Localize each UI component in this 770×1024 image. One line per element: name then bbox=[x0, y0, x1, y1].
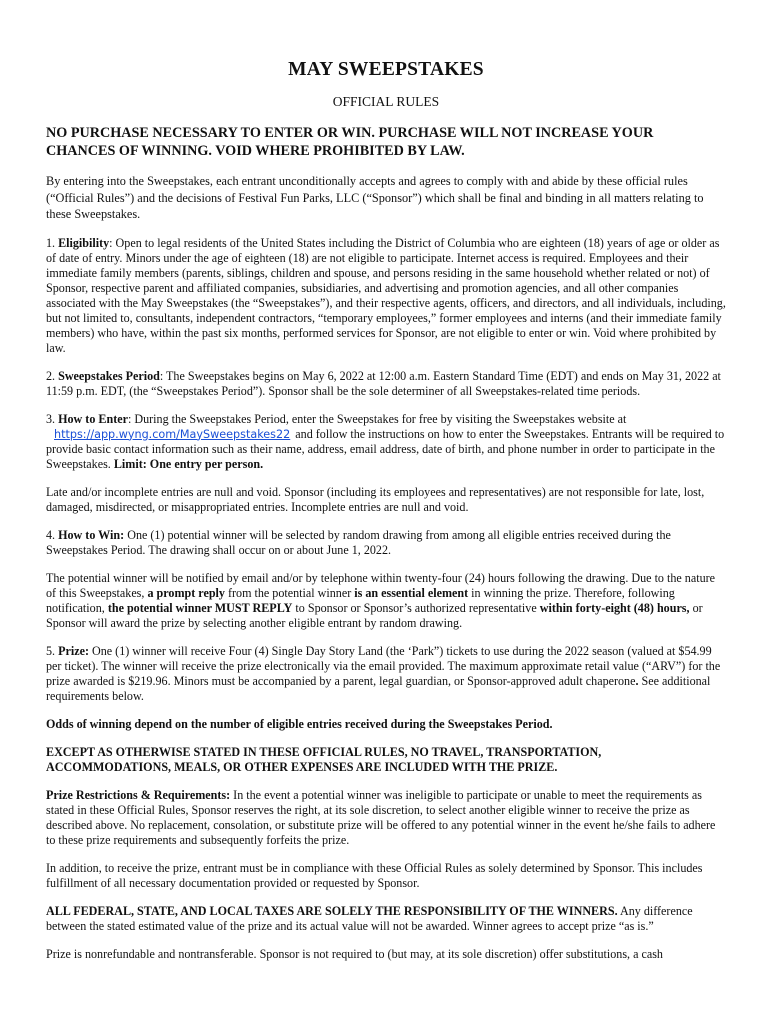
section-text: One (1) potential winner will be selected by random drawing from among all eligible entries received during the Sweepstakes Period. The drawing shall occur on or about June 1, 2022. bbox=[46, 527, 671, 557]
section-number: 5. bbox=[46, 643, 59, 658]
compliance-paragraph: In addition, to receive the prize, entrant must be in compliance with these Official Rules as solely determined by Sponsor. This includes fulfillment of all necessary documentation provided or requested by Sponsor. bbox=[46, 860, 703, 890]
odds-paragraph: Odds of winning depend on the number of eligible entries received during the Sweepstakes Period. bbox=[46, 716, 553, 731]
section-number: 2. bbox=[46, 368, 59, 383]
prize-section: 5. Prize: One (1) winner will receive Four (4) Single Day Story Land (the ‘Park”) tickets to use during the 2022 season (valued at $54.99 per ticket). The winner will receive the prize electronically via the email provided. The maximum approximate retail value (“ARV”) for the prize awarded is $219.96. Minors must be accompanied by a parent, legal guardian, or Sponsor-approved adult chaperone. See additional requirements below. bbox=[46, 643, 721, 703]
late-entries-paragraph: Late and/or incomplete entries are null and void. Sponsor (including its employees and representatives) are not responsible for late, lost, damaged, misdirected, or misappropriated entries. Incomplete entries are null and void. bbox=[46, 484, 705, 514]
section-heading: Prize: bbox=[58, 643, 89, 658]
section-number: 4. bbox=[46, 527, 59, 542]
nontransferable-paragraph: Prize is nonrefundable and nontransferable. Sponsor is not required to (but may, at its sole discretion) offer substitutions, a cash bbox=[46, 946, 663, 961]
section-number: 1. bbox=[46, 235, 59, 250]
section-heading: Eligibility bbox=[58, 235, 110, 250]
prize-restrictions-paragraph bbox=[46, 788, 726, 848]
section-text: : Open to legal residents of the United States including the District of Columbia who are eighteen (18) years of age or older as of date of entry. Minors under the age of eighteen (18) are not eligible to participate. Internet access is required. Employees and their immediate family members (parents, siblings, children and spouse, and persons residing in the same household whether related or not) of Sponsor, respective parent and affiliated companies, subsidiaries, and advertising and promotion agencies, and all other companies associated with the May Sweepstakes (the “Sweepstakes”), and their respective agents, officers, and directors, and all individuals, including, but not limited to, consultants, independent contractors, “temporary employees,” former employees and interns (and their immediate family members) who have, within the past six months, performed services for Sponsor, are not eligible to enter or win. Void where prohibited by law. bbox=[46, 235, 726, 355]
section-text-continued: and follow the instructions on how to enter the Sweepstakes. Entrants will be required to provide basic contact information such as their name, address, email address, date of birth, and phone number in order to participate in the Sweepstakes. bbox=[46, 426, 725, 471]
section-heading: How to Win: bbox=[58, 527, 125, 542]
section-text: : During the Sweepstakes Period, enter the Sweepstakes for free by visiting the Sweepstakes website at bbox=[127, 411, 627, 426]
section-text: One (1) winner will receive Four (4) Single Day Story Land (the ‘Park”) tickets to use during the 2022 season (valued at $54.99 per ticket). The winner will receive the prize electronically via the email provided. The maximum approximate retail value (“ARV”) for the prize awarded is $219.96. Minors must be accompanied by a parent, legal guardian, or Sponsor-approved adult chaperone bbox=[46, 643, 721, 688]
sweepstakes-website-link[interactable]: https://app.wyng.com/MaySweepstakes22 bbox=[54, 427, 291, 441]
entry-limit-text: Limit: One entry per person. bbox=[113, 456, 264, 471]
expenses-paragraph: EXCEPT AS OTHERWISE STATED IN THESE OFFICIAL RULES, NO TRAVEL, TRANSPORTATION, ACCOMMODATIONS, MEALS, OR OTHER EXPENSES ARE INCLUDED WITH THE PRIZE. bbox=[46, 744, 602, 774]
taxes-paragraph bbox=[46, 904, 726, 934]
section-number: 3. bbox=[46, 411, 59, 426]
section-text: Any difference between the stated estimated value of the prize and its actual value will not be awarded. Winner agrees to accept prize “as is.” bbox=[46, 903, 693, 933]
how-to-enter-section bbox=[46, 412, 726, 472]
notification-paragraph: The potential winner will be notified by email and/or by telephone within twenty-four (24) hours following the drawing. Due to the nature of this Sweepstakes, a prompt reply from the potential winner is an essential element in winning the prize. Therefore, following notification, the potential winner MUST REPLY to Sponsor or Sponsor’s authorized representative within forty-eight (48) hours, or Sponsor will award the prize by selecting another eligible entrant by random drawing. bbox=[46, 570, 716, 630]
section-heading: ALL FEDERAL, STATE, AND LOCAL TAXES ARE SOLELY THE RESPONSIBILITY OF THE WINNERS. bbox=[46, 903, 618, 918]
section-text: In the event a potential winner was ineligible to participate or unable to meet the requirements as stated in these Official Rules, Sponsor reserves the right, at its sole discretion, to select another eligible winner to receive the prize as described above. No replacement, consolation, or substitute prize will be offered to any potential winner in the event he/she fails to adhere to these prize requirements and subsequently forfeits the prize. bbox=[46, 787, 716, 847]
intro-paragraph: By entering into the Sweepstakes, each entrant unconditionally accepts and agrees to comply with and abide by these official rules (“Official Rules”) and the decisions of Festival Fun Parks, LLC (“Sponsor”) which shall be final and binding in all matters relating to these Sweepstakes. bbox=[46, 174, 704, 221]
no-purchase-headline: NO PURCHASE NECESSARY TO ENTER OR WIN. PURCHASE WILL NOT INCREASE YOUR CHANCES OF WINNING. VOID WHERE PROHIBITED BY LAW. bbox=[46, 125, 654, 159]
section-heading: Prize Restrictions & Requirements: bbox=[46, 787, 231, 802]
section-heading: Sweepstakes Period bbox=[58, 368, 160, 383]
how-to-win-section bbox=[46, 528, 726, 558]
document-subtitle: OFFICIAL RULES bbox=[332, 94, 440, 109]
section-heading: How to Enter bbox=[58, 411, 128, 426]
section-text: : The Sweepstakes begins on May 6, 2022 at 12:00 a.m. Eastern Standard Time (EDT) and ends on May 31, 2022 at 11:59 p.m. EDT, (the “Sweepstakes Period”). Sponsor shall be the sole determiner of all Sweepstakes-related time periods. bbox=[46, 368, 721, 398]
sweepstakes-period-section bbox=[46, 369, 726, 399]
eligibility-section bbox=[46, 236, 726, 356]
document-title: MAY SWEEPSTAKES bbox=[288, 59, 484, 80]
